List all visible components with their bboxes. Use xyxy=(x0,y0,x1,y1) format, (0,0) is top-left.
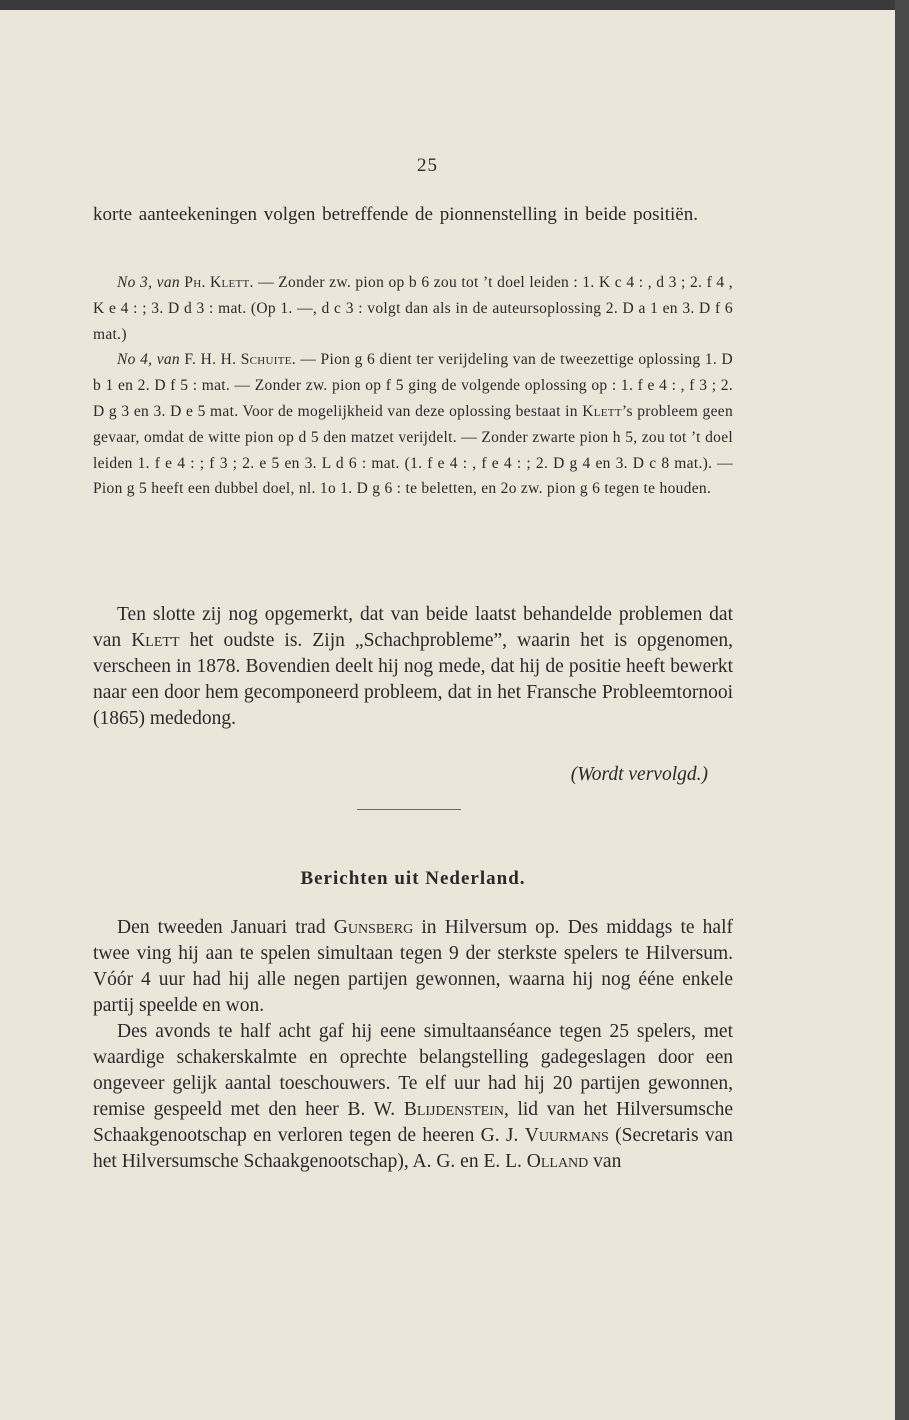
problem-notes xyxy=(93,270,733,502)
note-4-text-a: — Pion g 6 dient ter verijdeling van de tweezettige oplossing 1. D b 1 en 2. D f 5 : mat. — Zonder zw. pion op f 5 ging de volgende oplossing op : 1. f e 4 : , f 3 ; 2. D g 3 en 3. D e 5 mat. Voor de mogelijkheid van deze oplossing bestaat in xyxy=(93,351,733,420)
news-2-text-d: van xyxy=(593,1151,622,1172)
page-number: 25 xyxy=(417,155,438,176)
note-3-van: van xyxy=(156,274,180,291)
intro-paragraph: korte aanteekeningen volgen betreffende de pionnenstelling in beide positiën. xyxy=(93,204,698,225)
note-3-number: No 3, xyxy=(117,274,153,291)
note-4-van: van xyxy=(156,351,180,369)
closing-text-b: het oudste is. Zijn „Schachprobleme”, waarin het is opgenomen, verscheen in 1878. Bovendien deelt hij nog mede, dat hij de positie heeft bewerkt naar een door hem gecomponeerd probleem, dat in het Fransche Probleemtornooi (1865) mededong. xyxy=(93,630,734,729)
closing-paragraph xyxy=(93,602,733,732)
news-2-name-2: Vuurmans xyxy=(524,1125,609,1146)
closing-klett: Klett xyxy=(131,630,180,651)
to-be-continued: (Wordt vervolgd.) xyxy=(570,764,708,785)
section-divider xyxy=(357,809,461,810)
news-paragraph-2 xyxy=(93,1019,733,1175)
scan-border-right xyxy=(895,0,909,1420)
note-3-text: — Zonder zw. pion op b 6 zou tot ’t doel leiden : 1. K c 4 : , d 3 ; 2. f 4 , K e 4 : ; 3. D d 3 : mat. (Op 1. —, d c 3 : volgt dan als in de auteursoplossing 2. D a 1 en 3. D f 6 mat.) xyxy=(93,274,733,343)
note-4-number: No 4, xyxy=(117,351,153,369)
note-3-author: Ph. Klett. xyxy=(184,274,254,291)
scan-border-top xyxy=(0,0,909,10)
closing-paragraph-text xyxy=(93,602,733,732)
news-section xyxy=(93,915,733,1175)
note-problem-4 xyxy=(93,347,733,502)
note-4-klett: Klett xyxy=(582,402,622,420)
news-2-name-3: Olland xyxy=(526,1151,589,1172)
news-2-text-c: (Secretaris van het Hilversumsche Schaakgenootschap), A. G. en E. L. xyxy=(93,1125,734,1172)
news-paragraph-1 xyxy=(93,915,733,1019)
news-2-name-1: Blijdenstein xyxy=(403,1099,504,1120)
note-problem-3 xyxy=(93,270,733,347)
book-page xyxy=(0,10,895,1420)
news-1-name: Gunsberg xyxy=(333,917,414,938)
news-1-text-b: in Hilversum op. Des middags te half twee ving hij aan te spelen simultaan tegen 9 der sterkste spelers te Hilversum. Vóór 4 uur had hij alle negen partijen gewonnen, waarna hij nog ééne enkele partij speelde en won. xyxy=(93,917,733,1016)
note-4-author: F. H. H. Schuite. xyxy=(184,351,296,369)
news-2-text-b: , lid van het Hilversumsche Schaakgenootschap en verloren tegen de heeren G. J. xyxy=(93,1099,734,1146)
section-heading: Berichten uit Nederland. xyxy=(300,868,526,889)
closing-text-a: Ten slotte zij nog opgemerkt, dat van beide laatst behandelde problemen dat van xyxy=(93,604,733,651)
news-2-text-a: Des avonds te half acht gaf hij eene simultaanséance tegen 25 spelers, met waardige schakerskalmte en oprechte belangstelling gadegeslagen door een ongeveer gelijk aantal toeschouwers. Te elf uur had hij 20 partijen gewonnen, remise gespeeld met den heer B. W. xyxy=(93,1021,733,1120)
news-1-text-a: Den tweeden Januari trad xyxy=(117,917,326,938)
note-4-text-b: ’s probleem geen gevaar, omdat de witte pion op d 5 den matzet verijdelt. — Zonder zwarte pion h 5, zou tot ’t doel leiden 1. f e 4 : ; f 3 ; 2. e 5 en 3. L d 6 : mat. (1. f e 4 : , f e 4 : ; 2. D g 4 en 3. D c 8 mat.). — Pion g 5 heeft een dubbel doel, nl. 1o 1. D g 6 : te beletten, en 2o zw. pion g 6 tegen te houden. xyxy=(93,402,733,498)
